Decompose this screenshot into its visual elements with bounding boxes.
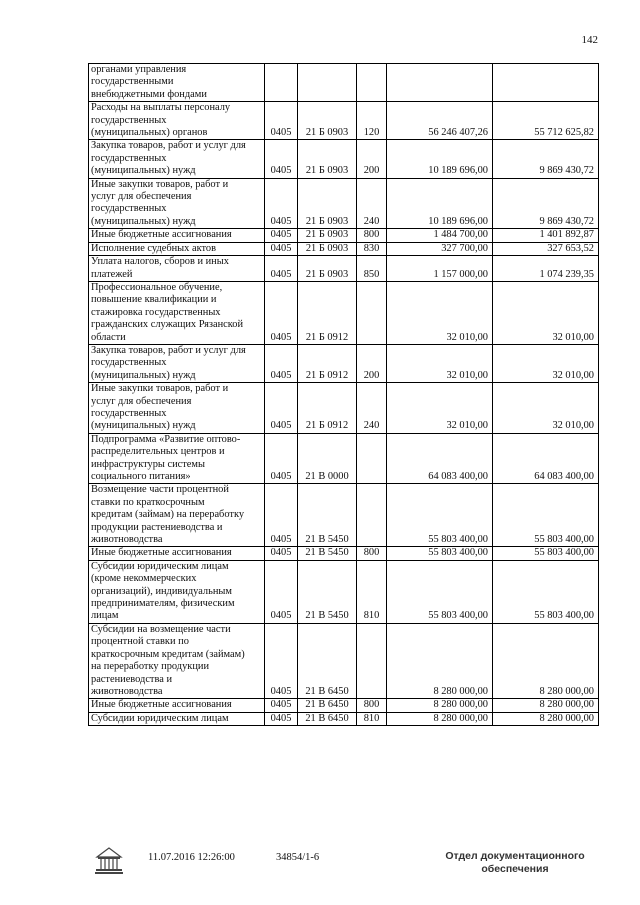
planned-sum-cell — [387, 64, 493, 102]
duma-logo-icon — [92, 843, 126, 877]
row-name-cell: Иные бюджетные ассигнования — [89, 547, 265, 560]
section-code-cell: 0405 — [265, 281, 298, 344]
planned-sum-cell: 327 700,00 — [387, 242, 493, 255]
executed-sum-cell: 8 280 000,00 — [493, 712, 599, 725]
executed-sum-cell: 32 010,00 — [493, 344, 599, 382]
page-number: 142 — [581, 34, 598, 46]
target-article-cell: 21 Б 0903 — [298, 102, 357, 140]
expense-type-cell — [357, 281, 387, 344]
row-name-cell: Субсидии юридическим лицам — [89, 712, 265, 725]
section-code-cell: 0405 — [265, 102, 298, 140]
row-name-cell: Субсидии на возмещение части процентной ставки по краткосрочным кредитам (займам) на переработку продукции растениеводства и животноводства — [89, 623, 265, 698]
expense-type-cell — [357, 623, 387, 698]
table-row — [89, 102, 599, 140]
expense-type-cell — [357, 484, 387, 547]
section-code-cell: 0405 — [265, 712, 298, 725]
target-article-cell: 21 В 6450 — [298, 699, 357, 712]
executed-sum-cell: 8 280 000,00 — [493, 623, 599, 698]
row-name-cell: Иные закупки товаров, работ и услуг для обеспечения государственных (муниципальных) нужд — [89, 178, 265, 229]
expense-type-cell: 200 — [357, 140, 387, 178]
table-row — [89, 560, 599, 623]
row-name-cell: Иные бюджетные ассигнования — [89, 699, 265, 712]
expense-type-cell: 240 — [357, 383, 387, 434]
row-name-cell: Иные закупки товаров, работ и услуг для обеспечения государственных (муниципальных) нужд — [89, 383, 265, 434]
table-row — [89, 484, 599, 547]
row-name-cell: Исполнение судебных актов — [89, 242, 265, 255]
planned-sum-cell: 1 484 700,00 — [387, 229, 493, 242]
executed-sum-cell: 55 712 625,82 — [493, 102, 599, 140]
department-line-1: Отдел документационного — [445, 850, 585, 862]
target-article-cell: 21 В 5450 — [298, 547, 357, 560]
section-code-cell: 0405 — [265, 140, 298, 178]
section-code-cell: 0405 — [265, 344, 298, 382]
table-row — [89, 344, 599, 382]
expense-type-cell — [357, 64, 387, 102]
section-code-cell: 0405 — [265, 484, 298, 547]
executed-sum-cell: 55 803 400,00 — [493, 547, 599, 560]
executed-sum-cell: 8 280 000,00 — [493, 699, 599, 712]
expense-type-cell — [357, 433, 387, 484]
executed-sum-cell: 9 869 430,72 — [493, 140, 599, 178]
table-row — [89, 140, 599, 178]
planned-sum-cell: 8 280 000,00 — [387, 699, 493, 712]
table-row — [89, 712, 599, 725]
document-number: 34854/1-6 — [276, 852, 320, 863]
table-row — [89, 256, 599, 282]
target-article-cell: 21 Б 0903 — [298, 256, 357, 282]
planned-sum-cell: 1 157 000,00 — [387, 256, 493, 282]
target-article-cell: 21 В 5450 — [298, 484, 357, 547]
target-article-cell: 21 В 0000 — [298, 433, 357, 484]
target-article-cell: 21 Б 0903 — [298, 229, 357, 242]
row-name-cell: органами управления государственными внебюджетными фондами — [89, 64, 265, 102]
row-name-cell: Расходы на выплаты персоналу государственных (муниципальных) органов — [89, 102, 265, 140]
expense-type-cell: 200 — [357, 344, 387, 382]
section-code-cell: 0405 — [265, 229, 298, 242]
target-article-cell: 21 Б 0912 — [298, 344, 357, 382]
planned-sum-cell: 8 280 000,00 — [387, 712, 493, 725]
expense-type-cell: 240 — [357, 178, 387, 229]
row-name-cell: Иные бюджетные ассигнования — [89, 229, 265, 242]
section-code-cell: 0405 — [265, 623, 298, 698]
section-code-cell: 0405 — [265, 547, 298, 560]
expense-type-cell: 810 — [357, 560, 387, 623]
expense-type-cell: 810 — [357, 712, 387, 725]
expense-type-cell: 830 — [357, 242, 387, 255]
target-article-cell: 21 В 6450 — [298, 712, 357, 725]
table-row — [89, 699, 599, 712]
expense-type-cell: 800 — [357, 547, 387, 560]
executed-sum-cell: 1 074 239,35 — [493, 256, 599, 282]
planned-sum-cell: 64 083 400,00 — [387, 433, 493, 484]
target-article-cell: 21 Б 0903 — [298, 140, 357, 178]
target-article-cell: 21 Б 0903 — [298, 178, 357, 229]
planned-sum-cell: 55 803 400,00 — [387, 484, 493, 547]
planned-sum-cell: 32 010,00 — [387, 281, 493, 344]
section-code-cell: 0405 — [265, 560, 298, 623]
section-code-cell: 0405 — [265, 433, 298, 484]
row-name-cell: Закупка товаров, работ и услуг для государственных (муниципальных) нужд — [89, 344, 265, 382]
row-name-cell: Закупка товаров, работ и услуг для государственных (муниципальных) нужд — [89, 140, 265, 178]
registration-date: 11.07.2016 12:26:00 — [148, 852, 235, 863]
planned-sum-cell: 32 010,00 — [387, 383, 493, 434]
expense-type-cell: 800 — [357, 229, 387, 242]
table-row — [89, 229, 599, 242]
executed-sum-cell: 327 653,52 — [493, 242, 599, 255]
department-line-2: обеспечения — [481, 863, 549, 875]
executed-sum-cell: 64 083 400,00 — [493, 433, 599, 484]
section-code-cell: 0405 — [265, 256, 298, 282]
section-code-cell: 0405 — [265, 178, 298, 229]
table-row — [89, 433, 599, 484]
planned-sum-cell: 55 803 400,00 — [387, 547, 493, 560]
target-article-cell: 21 Б 0912 — [298, 281, 357, 344]
executed-sum-cell: 1 401 892,87 — [493, 229, 599, 242]
executed-sum-cell — [493, 64, 599, 102]
expense-type-cell: 850 — [357, 256, 387, 282]
target-article-cell: 21 Б 0912 — [298, 383, 357, 434]
table-row — [89, 64, 599, 102]
expense-type-cell: 800 — [357, 699, 387, 712]
row-name-cell: Уплата налогов, сборов и иных платежей — [89, 256, 265, 282]
executed-sum-cell: 55 803 400,00 — [493, 560, 599, 623]
section-code-cell: 0405 — [265, 699, 298, 712]
expense-type-cell: 120 — [357, 102, 387, 140]
section-code-cell — [265, 64, 298, 102]
section-code-cell: 0405 — [265, 383, 298, 434]
table-row — [89, 281, 599, 344]
department-stamp — [440, 850, 590, 876]
target-article-cell: 21 В 6450 — [298, 623, 357, 698]
planned-sum-cell: 10 189 696,00 — [387, 178, 493, 229]
row-name-cell: Профессиональное обучение, повышение квалификации и стажировка государственных гражданских служащих Рязанской области — [89, 281, 265, 344]
target-article-cell: 21 В 5450 — [298, 560, 357, 623]
executed-sum-cell: 9 869 430,72 — [493, 178, 599, 229]
table-row — [89, 623, 599, 698]
planned-sum-cell: 56 246 407,26 — [387, 102, 493, 140]
planned-sum-cell: 8 280 000,00 — [387, 623, 493, 698]
table-row — [89, 242, 599, 255]
target-article-cell — [298, 64, 357, 102]
executed-sum-cell: 32 010,00 — [493, 383, 599, 434]
table-row — [89, 547, 599, 560]
planned-sum-cell: 55 803 400,00 — [387, 560, 493, 623]
budget-table — [88, 63, 599, 726]
target-article-cell: 21 Б 0903 — [298, 242, 357, 255]
section-code-cell: 0405 — [265, 242, 298, 255]
executed-sum-cell: 55 803 400,00 — [493, 484, 599, 547]
row-name-cell: Подпрограмма «Развитие оптово- распределительных центров и инфраструктуры системы социального питания» — [89, 433, 265, 484]
table-row — [89, 383, 599, 434]
table-row — [89, 178, 599, 229]
planned-sum-cell: 32 010,00 — [387, 344, 493, 382]
executed-sum-cell: 32 010,00 — [493, 281, 599, 344]
row-name-cell: Возмещение части процентной ставки по краткосрочным кредитам (займам) на переработку продукции растениеводства и животноводства — [89, 484, 265, 547]
row-name-cell: Субсидии юридическим лицам (кроме некоммерческих организаций), индивидуальным предпринимателям, физическим лицам — [89, 560, 265, 623]
planned-sum-cell: 10 189 696,00 — [387, 140, 493, 178]
